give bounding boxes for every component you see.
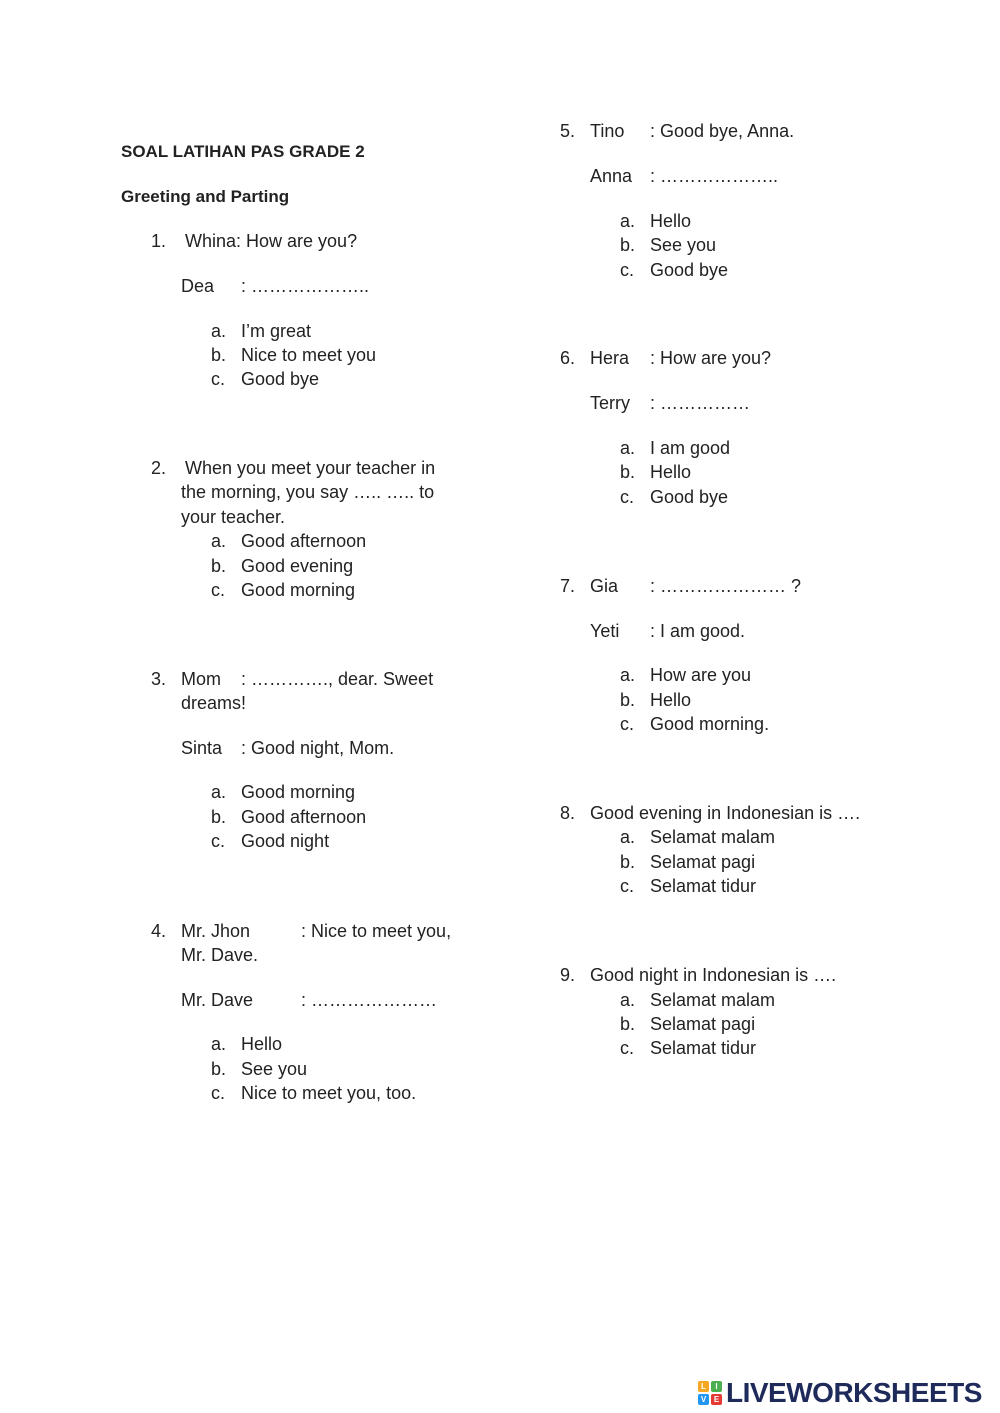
option-c[interactable]: Good bye	[650, 260, 729, 280]
option-c[interactable]: Good bye	[241, 369, 320, 389]
option-letter: c.	[211, 580, 226, 600]
option-a[interactable]: I am good	[650, 438, 731, 458]
option-letter: b.	[211, 556, 227, 576]
reply-blank: : …………………	[301, 990, 438, 1010]
option-a[interactable]: I’m great	[241, 321, 312, 341]
option-letter: a.	[211, 321, 227, 341]
option-a[interactable]: Selamat malam	[650, 827, 776, 847]
logo-block: L	[698, 1381, 709, 1392]
reply-blank: : ……………	[650, 393, 751, 413]
reply-blank: : ………………..	[241, 276, 370, 296]
question-number: 1.	[151, 231, 167, 251]
option-letter: a.	[211, 782, 227, 802]
speaker: Gia	[590, 576, 619, 596]
question-text: the morning, you say ….. ….. to	[181, 482, 435, 502]
question-text: Good evening in Indonesian is ….	[590, 803, 861, 823]
question-number: 9.	[560, 965, 576, 985]
question-text: : Good bye, Anna.	[650, 121, 795, 141]
option-letter: b.	[620, 235, 636, 255]
question-text: dreams!	[181, 693, 247, 713]
question-text: When you meet your teacher in	[185, 458, 436, 478]
option-a[interactable]: How are you	[650, 665, 752, 685]
option-c[interactable]: Good night	[241, 831, 330, 851]
option-b[interactable]: Good afternoon	[241, 807, 367, 827]
liveworksheets-logo	[698, 1378, 982, 1408]
option-b[interactable]: Good evening	[241, 556, 354, 576]
question-number: 2.	[151, 458, 167, 478]
option-letter: c.	[620, 487, 635, 507]
option-a[interactable]: Selamat malam	[650, 990, 776, 1010]
option-b[interactable]: Selamat pagi	[650, 852, 756, 872]
option-letter: c.	[211, 1083, 226, 1103]
speaker: Mr. Dave	[181, 990, 254, 1010]
question-number: 5.	[560, 121, 576, 141]
logo-text: LIVEWORKSHEETS	[726, 1377, 982, 1408]
speaker: Tino	[590, 121, 625, 141]
question-number: 7.	[560, 576, 576, 596]
option-c[interactable]: Nice to meet you, too.	[241, 1083, 417, 1103]
speaker: Terry	[590, 393, 630, 413]
option-letter: c.	[620, 1038, 635, 1058]
question-number: 6.	[560, 348, 576, 368]
option-letter: a.	[620, 438, 636, 458]
option-a[interactable]: Good morning	[241, 782, 356, 802]
reply-blank: : ………………..	[650, 166, 779, 186]
option-a[interactable]: Good afternoon	[241, 531, 367, 551]
question-number: 3.	[151, 669, 167, 689]
option-letter: b.	[620, 690, 636, 710]
question-text: : How are you?	[650, 348, 772, 368]
option-letter: b.	[211, 807, 227, 827]
option-letter: c.	[620, 714, 635, 734]
question-text: : …………., dear. Sweet	[241, 669, 434, 689]
option-letter: a.	[211, 1034, 227, 1054]
option-a[interactable]: Hello	[241, 1034, 283, 1054]
option-letter: a.	[620, 827, 636, 847]
option-c[interactable]: Good morning.	[650, 714, 770, 734]
option-b[interactable]: Nice to meet you	[241, 345, 377, 365]
logo-block: I	[711, 1381, 722, 1392]
option-letter: a.	[620, 665, 636, 685]
option-c[interactable]: Good morning	[241, 580, 356, 600]
question-text: : Nice to meet you,	[301, 921, 452, 941]
option-c[interactable]: Selamat tidur	[650, 1038, 757, 1058]
question-text: your teacher.	[181, 507, 286, 527]
option-a[interactable]: Hello	[650, 211, 692, 231]
speaker: Yeti	[590, 621, 620, 641]
logo-block: V	[698, 1394, 709, 1405]
option-letter: c.	[211, 831, 226, 851]
question-text: Whina: How are you?	[185, 231, 358, 251]
question-number: 4.	[151, 921, 167, 941]
option-letter: a.	[620, 211, 636, 231]
question-text: Mr. Dave.	[181, 945, 259, 965]
option-c[interactable]: Good bye	[650, 487, 729, 507]
option-letter: b.	[620, 462, 636, 482]
speaker: Mom	[181, 669, 221, 689]
reply-text: : I am good.	[650, 621, 746, 641]
option-letter: b.	[211, 1059, 227, 1079]
option-letter: c.	[211, 369, 226, 389]
speaker: Mr. Jhon	[181, 921, 251, 941]
option-letter: b.	[620, 1014, 636, 1034]
question-number: 8.	[560, 803, 576, 823]
page-title: SOAL LATIHAN PAS GRADE 2	[121, 142, 365, 161]
question-blank: : ………………… ?	[650, 576, 802, 596]
speaker: Anna	[590, 166, 633, 186]
question-text: Good night in Indonesian is ….	[590, 965, 837, 985]
speaker: Sinta	[181, 738, 223, 758]
logo-blocks-icon	[698, 1381, 724, 1405]
option-letter: b.	[620, 852, 636, 872]
option-b[interactable]: Selamat pagi	[650, 1014, 756, 1034]
reply-text: : Good night, Mom.	[241, 738, 395, 758]
option-letter: a.	[620, 990, 636, 1010]
option-c[interactable]: Selamat tidur	[650, 876, 757, 896]
option-letter: c.	[620, 876, 635, 896]
option-letter: c.	[620, 260, 635, 280]
logo-block: E	[711, 1394, 722, 1405]
speaker: Hera	[590, 348, 630, 368]
option-b[interactable]: Hello	[650, 690, 692, 710]
section-title: Greeting and Parting	[121, 187, 290, 206]
option-b[interactable]: Hello	[650, 462, 692, 482]
speaker: Dea	[181, 276, 215, 296]
option-letter: b.	[211, 345, 227, 365]
option-b[interactable]: See you	[241, 1059, 308, 1079]
option-letter: a.	[211, 531, 227, 551]
option-b[interactable]: See you	[650, 235, 717, 255]
